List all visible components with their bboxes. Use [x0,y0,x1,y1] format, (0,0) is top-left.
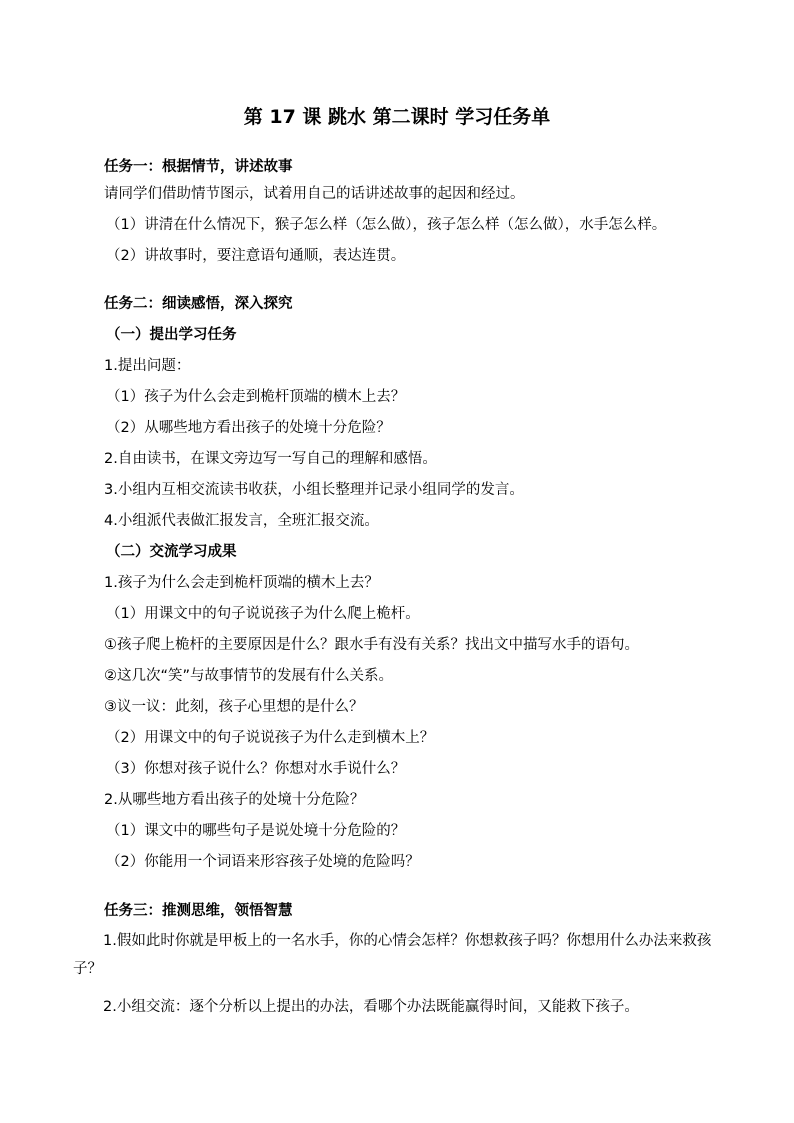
task2-heading: 任务二：细读感悟，深入探究 [104,296,293,312]
task2-part1-line: 1.提出问题： [104,358,191,374]
task3-heading: 任务三：推测思维，领悟智慧 [104,903,293,919]
task2-part2-line: ③议一议：此刻，孩子心里想的是什么？ [104,699,364,715]
task2-part2-line: （3）你想对孩子说什么？你想对水手说什么？ [106,761,406,777]
task1-item: （1）讲清在什么情况下，猴子怎么样（怎么做），孩子怎么样（怎么做），水手怎么样。 [106,217,667,233]
task2-part2-line: ①孩子爬上桅杆的主要原因是什么？跟水手有没有关系？找出文中描写水手的语句。 [104,637,639,653]
task2-part2-line: （1）课文中的哪些句子是说处境十分危险的？ [106,823,406,839]
page-title: 第 17 课 跳水 第二课时 学习任务单 [243,106,551,128]
task2-part2-heading: （二）交流学习成果 [106,544,237,560]
task3-paragraph: 1.假如此时你就是甲板上的一名水手，你的心情会怎样？你想救孩子吗？你想用什么办法来救孩子？ [73,933,712,977]
task2-part2-line: （2）你能用一个词语来形容孩子处境的危险吗？ [106,854,420,870]
task1-heading: 任务一：根据情节，讲述故事 [104,159,293,175]
task1-item: （2）讲故事时，要注意语句通顺，表达连贯。 [106,248,406,264]
task2-part1-line: 2.自由读书，在课文旁边写一写自己的理解和感悟。 [104,451,437,467]
task2-part2-line: 2.从哪些地方看出孩子的处境十分危险？ [104,792,365,808]
task2-part2-line: ②这几次“笑”与故事情节的发展有什么关系。 [104,668,394,684]
task2-part1-line: （1）孩子为什么会走到桅杆顶端的横木上去？ [106,389,406,405]
task2-part1-heading: （一）提出学习任务 [106,327,237,343]
task2-part2-line: （1）用课文中的句子说说孩子为什么爬上桅杆。 [106,606,420,622]
task2-part2-line: （2）用课文中的句子说说孩子为什么走到横木上？ [106,730,435,746]
task2-part1-line: 3.小组内互相交流读书收获，小组长整理并记录小组同学的发言。 [104,482,524,498]
task2-part2-line: 1.孩子为什么会走到桅杆顶端的横木上去？ [104,575,379,591]
task2-part1-line: （2）从哪些地方看出孩子的处境十分危险？ [106,420,391,436]
task1-intro: 请同学们借助情节图示，试着用自己的话讲述故事的起因和经过。 [104,186,525,202]
task2-part1-line: 4.小组派代表做汇报发言，全班汇报交流。 [104,513,379,529]
task3-paragraph: 2.小组交流：逐个分析以上提出的办法，看哪个办法既能赢得时间，又能救下孩子。 [103,999,639,1015]
